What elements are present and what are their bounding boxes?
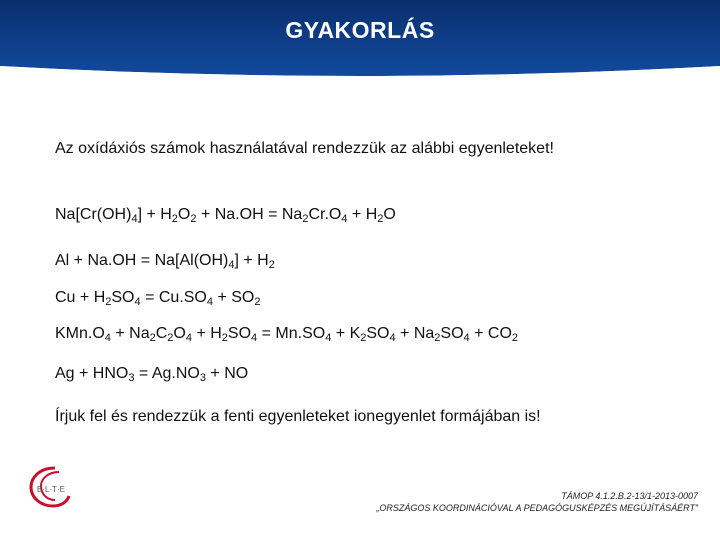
footer-line-1: TÁMOP 4.1.2.B.2-13/1-2013-0007 — [561, 491, 698, 501]
instruction-text: Az oxídáxiós számok használatával rendezzük az alábbi egyenleteket! — [55, 140, 554, 157]
equation-1: $Na[Cr(OH)_4] + H_2O_2 + Na.OH = Na_2Cr.O_4 + H_2O$ — [55, 206, 396, 225]
closing-instruction: Írjuk fel és rendezzük a fenti egyenleteket ionegyenlet formájában is! — [55, 408, 541, 425]
equation-3: $Cu + H_2SO_4 = Cu.SO_4 + SO_2$ — [55, 289, 261, 308]
header-band — [0, 0, 720, 86]
logo-text: E·L·T·E — [37, 485, 65, 494]
equation-5: $Ag + HNO_3 = Ag.NO_3$ + NO — [55, 365, 249, 384]
equation-4: $KMn.O_4 + Na_2C_2O_4 + H_2SO_4 = Mn.SO_4 + K_2SO_4 + Na_2SO_4 + CO_2$ — [55, 325, 519, 344]
page-title: GYAKORLÁS — [285, 17, 435, 43]
footer-project-info — [376, 490, 698, 514]
equation-2: $Al + Na.OH = Na[Al(OH)_4] + H_2$ — [55, 252, 275, 271]
footer-line-2: „ORSZÁGOS KOORDINÁCIÓVAL A PEDAGÓGUSKÉPZÉS MEGÚJÍTÁSÁÉRT” — [376, 503, 698, 513]
elte-logo — [25, 462, 85, 512]
